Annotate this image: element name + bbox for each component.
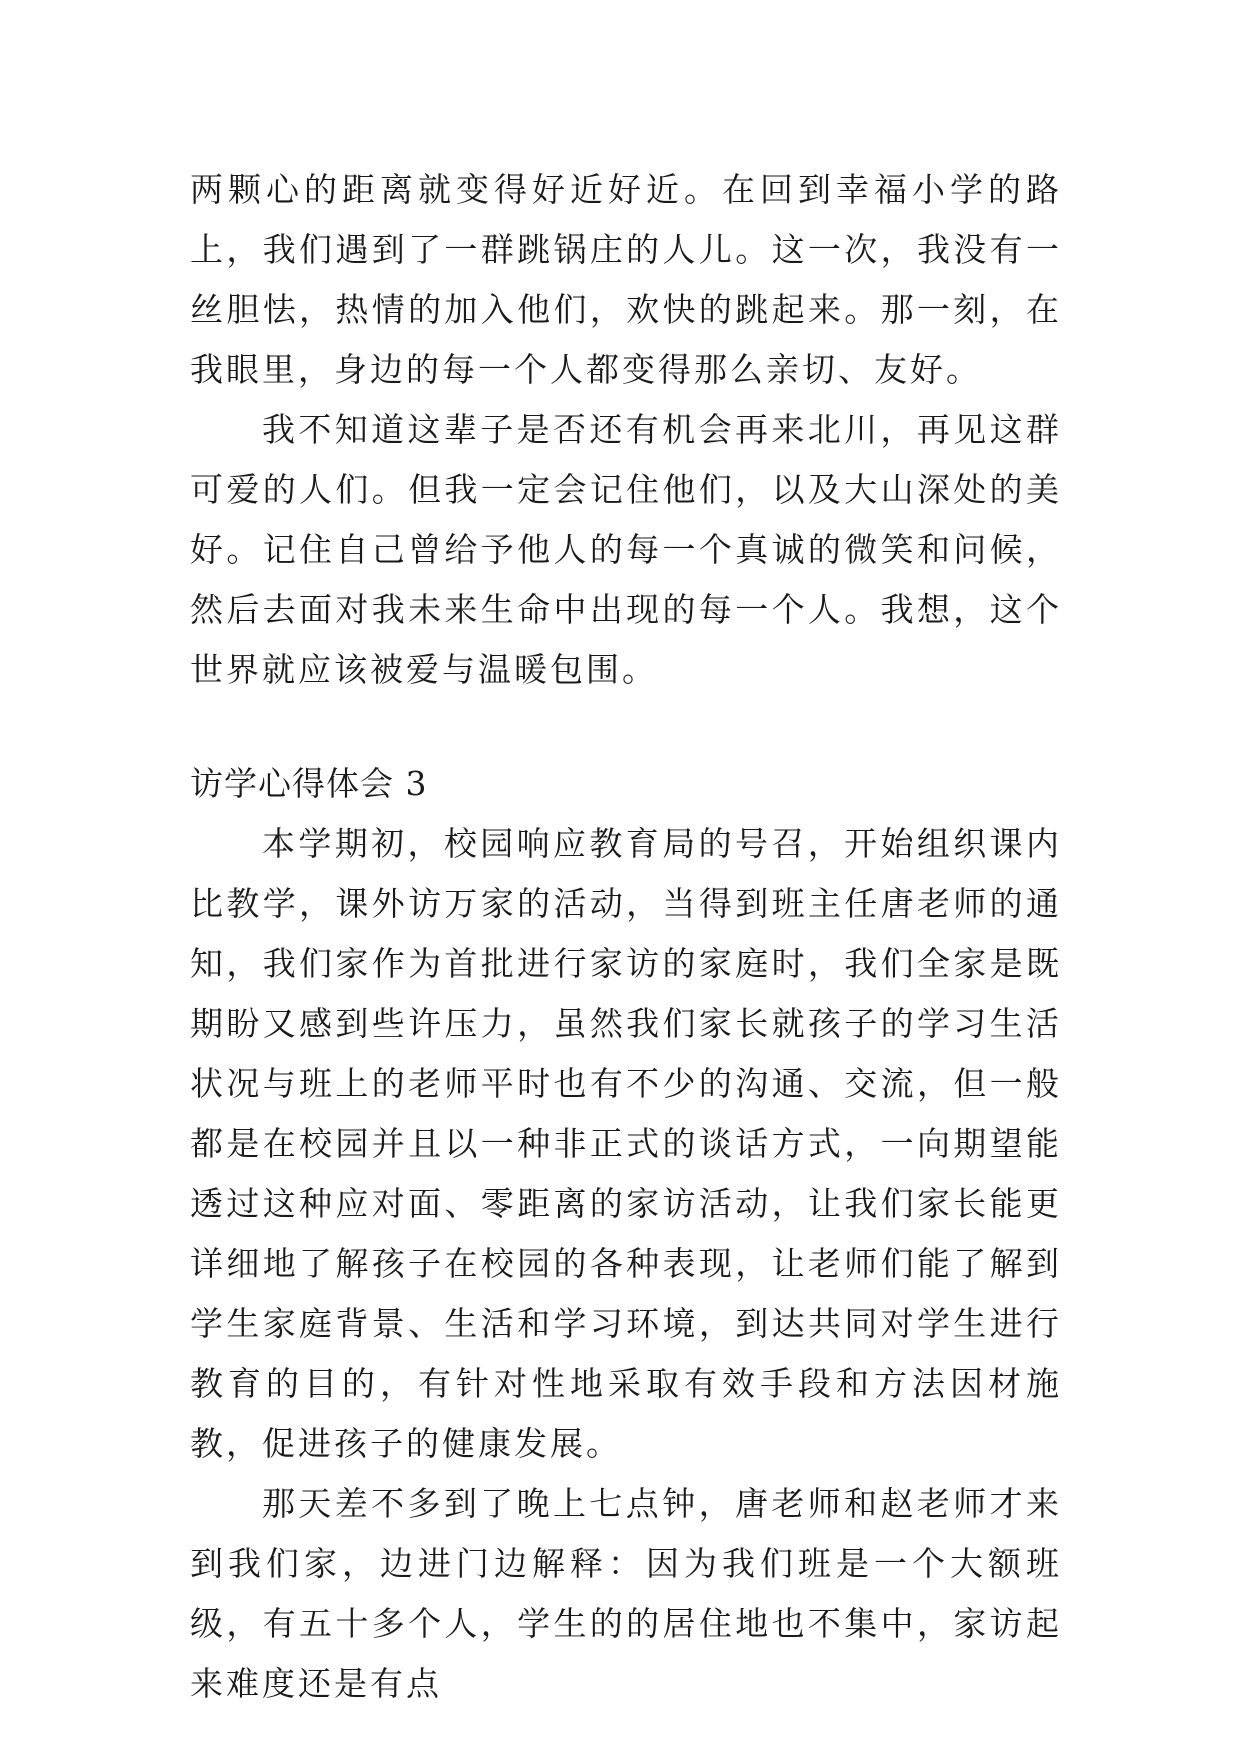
paragraph: 那天差不多到了晚上七点钟，唐老师和赵老师才来到我们家，边进门边解释：因为我们班是一个大额班级，有五十多个人，学生的的居住地也不集中，家访起来难度还是有点: [190, 1484, 1062, 1703]
paragraph-continued: 两颗心的距离就变得好近好近。在回到幸福小学的路上，我们遇到了一群跳锅庄的人儿。这一次，我没有一丝胆怯，热情的加入他们，欢快的跳起来。那一刻，在我眼里，身边的每一个人都变得那么亲切、友好。: [190, 170, 1062, 389]
paragraph: 本学期初，校园响应教育局的号召，开始组织课内比教学，课外访万家的活动，当得到班主任唐老师的通知，我们家作为首批进行家访的家庭时，我们全家是既期盼又感到些许压力，虽然我们家长就孩子的学习生活状况与班上的老师平时也有不少的沟通、交流，但一般都是在校园并且以一种非正式的谈话方式，一向期望能透过这种应对面、零距离的家访活动，让我们家长能更详细地了解孩子在校园的各种表现，让老师们能了解到学生家庭背景、生活和学习环境，到达共同对学生进行教育的目的，有针对性地采取有效手段和方法因材施教，促进孩子的健康发展。: [190, 824, 1062, 1463]
paragraph: 我不知道这辈子是否还有机会再来北川，再见这群可爱的人们。但我一定会记住他们，以及大山深处的美好。记住自己曾给予他人的每一个真诚的微笑和问候，然后去面对我未来生命中出现的每一个人。我想，这个世界就应该被爱与温暖包围。: [190, 410, 1062, 689]
section-heading: 访学心得体会 3: [190, 764, 428, 803]
document-body: [190, 160, 1062, 1714]
